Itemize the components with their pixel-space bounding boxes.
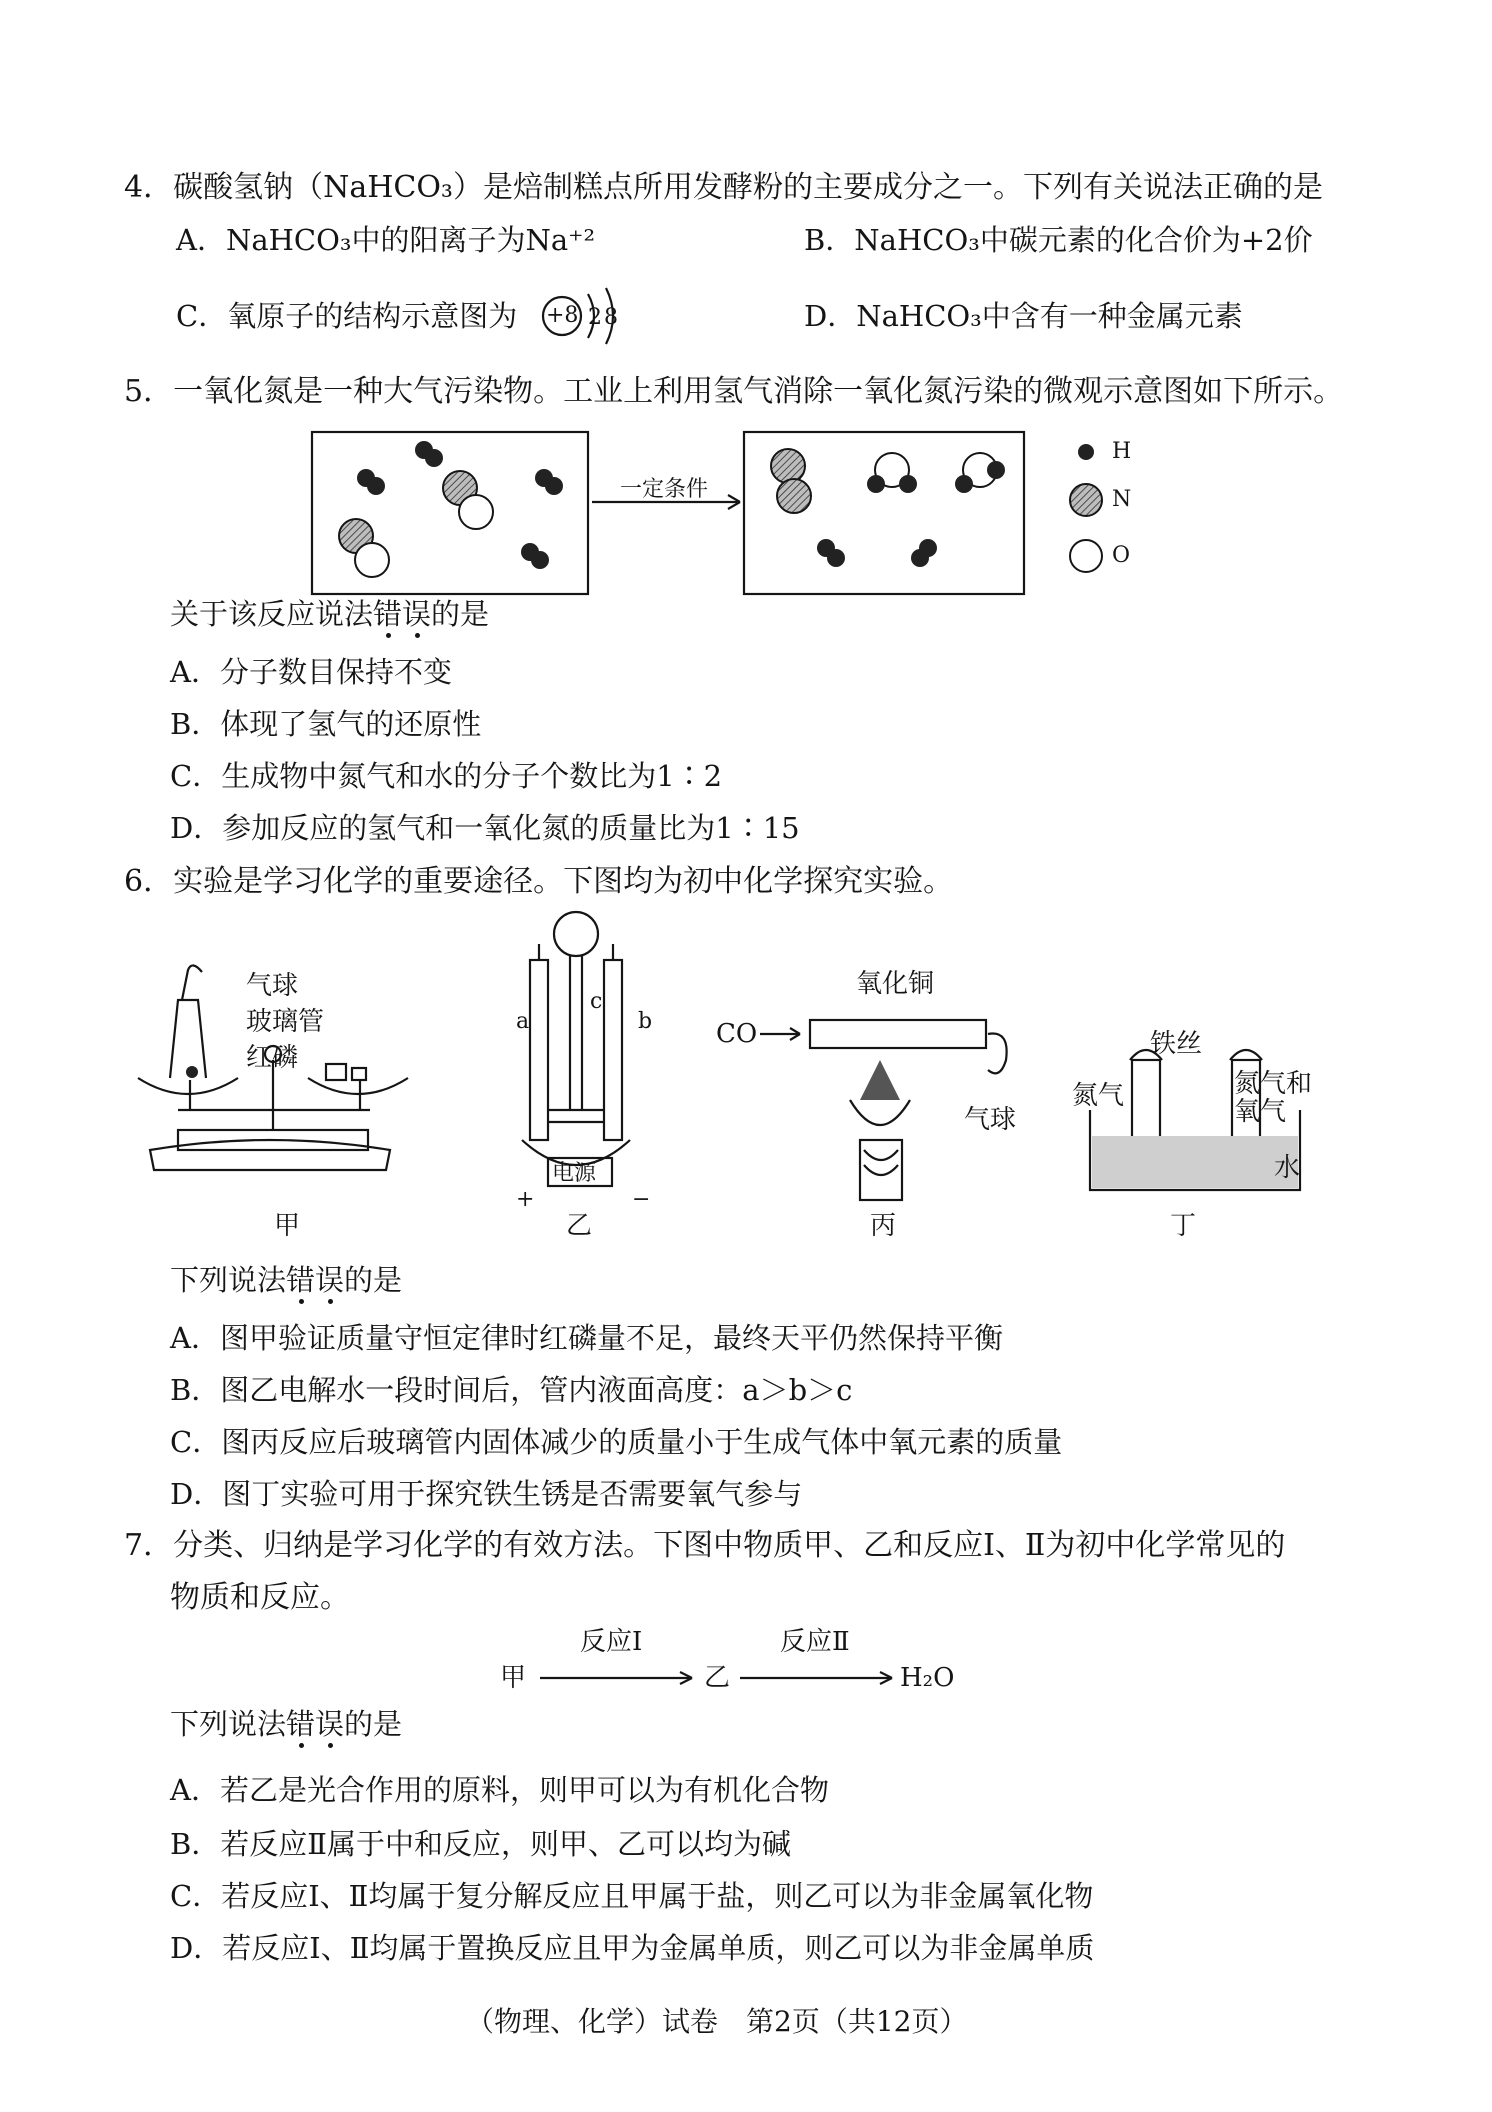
caption-yi: 乙 [566, 1211, 593, 1241]
legend-h-swatch [1078, 444, 1094, 460]
q7-option-a: A．若乙是光合作用的原料，则甲可以为有机化合物 [170, 1773, 829, 1807]
q7-question: 下列说法错误的是 [170, 1707, 403, 1741]
h2-molecule [535, 469, 563, 495]
legend-o-swatch [1070, 540, 1102, 572]
page-footer: （物理、化学）试卷 第2页（共12页） [466, 2005, 968, 2038]
reaction-chain [500, 1628, 980, 1698]
q6-option-c: C．图丙反应后玻璃管内固体减少的质量小于生成气体中氧元素的质量 [170, 1425, 1063, 1459]
legend-n-swatch [1070, 484, 1102, 516]
chain-yi: 乙 [704, 1663, 731, 1693]
oxygen-atom-structure-diagram [540, 282, 630, 348]
q5-option-d: D．参加反应的氢气和一氧化氮的质量比为1∶15 [170, 811, 800, 845]
nucleus-charge: +8 [546, 303, 579, 328]
chain-h2o: H₂O [900, 1663, 955, 1693]
q5-question: 关于该反应说法错误的是 [170, 597, 490, 631]
bing-label-co: CO [716, 1019, 758, 1049]
yi-label-b: b [638, 1009, 653, 1034]
ding-label-nitrogen: 氮气 [1072, 1081, 1125, 1111]
yi-label-positive: + [516, 1187, 535, 1212]
q5-stem: 5．一氧化氮是一种大气污染物。工业上利用氢气消除一氧化氮污染的微观示意图如下所示。 [124, 374, 1344, 409]
ding-label-nitrogen-and: 氮气和 [1234, 1069, 1313, 1099]
shell-1-electrons: 2 [588, 305, 602, 330]
caption-bing: 丙 [870, 1211, 897, 1241]
q4-option-c: C．氧原子的结构示意图为 [176, 299, 518, 333]
q7-option-b: B．若反应Ⅱ属于中和反应，则甲、乙可以均为碱 [170, 1827, 792, 1861]
jia-label-red-phosphorus: 红磷 [246, 1043, 299, 1073]
h2-molecule [911, 539, 937, 567]
h2-molecule [415, 441, 443, 467]
caption-jia: 甲 [274, 1211, 301, 1241]
yi-label-c: c [590, 989, 603, 1014]
n2-molecule [771, 449, 811, 513]
legend-h-label: H [1112, 439, 1132, 464]
legend-o-label: O [1112, 543, 1131, 568]
q5-option-a: A．分子数目保持不变 [170, 655, 452, 689]
q6-stem: 6．实验是学习化学的重要途径。下图均为初中化学探究实验。 [124, 864, 954, 899]
jia-label-glass-tube: 玻璃管 [246, 1007, 325, 1037]
figure-yi-electrolysis [500, 900, 680, 1200]
q4-option-d: D．NaHCO₃中含有一种金属元素 [804, 299, 1243, 333]
h2-molecule [817, 539, 845, 567]
caption-ding: 丁 [1170, 1211, 1197, 1241]
no-molecule [339, 519, 389, 577]
reaction-micro-diagram [300, 424, 1460, 604]
q5-option-c: C．生成物中氮气和水的分子个数比为1∶2 [170, 759, 723, 793]
q4-stem: 4．碳酸氢钠（NaHCO₃）是焙制糕点所用发酵粉的主要成分之一。下列有关说法正确的是 [124, 170, 1323, 205]
jia-label-balloon: 气球 [246, 971, 299, 1001]
q5-option-b: B．体现了氢气的还原性 [170, 707, 482, 741]
chain-reaction-1: 反应Ⅰ [580, 1627, 643, 1657]
ding-label-water: 水 [1274, 1153, 1301, 1183]
q6-question: 下列说法错误的是 [170, 1263, 403, 1297]
h2o-molecule [955, 453, 1005, 493]
h2-molecule [521, 543, 549, 569]
q7-option-d: D．若反应Ⅰ、Ⅱ均属于置换反应且甲为金属单质，则乙可以为非金属单质 [170, 1931, 1095, 1965]
chain-jia: 甲 [500, 1663, 527, 1693]
bing-label-copper-oxide: 氧化铜 [856, 969, 935, 999]
bing-label-balloon: 气球 [964, 1105, 1017, 1135]
q7-option-c: C．若反应Ⅰ、Ⅱ均属于复分解反应且甲属于盐，则乙可以为非金属氧化物 [170, 1879, 1094, 1913]
q7-stem-line2: 物质和反应。 [170, 1580, 350, 1615]
no-molecule [443, 471, 493, 529]
q6-option-a: A．图甲验证质量守恒定律时红磷量不足，最终天平仍然保持平衡 [170, 1321, 1003, 1355]
legend-n-label: N [1112, 487, 1132, 512]
chain-reaction-2: 反应Ⅱ [780, 1627, 850, 1657]
ding-label-iron-wire: 铁丝 [1150, 1029, 1203, 1059]
q6-option-d: D．图丁实验可用于探究铁生锈是否需要氧气参与 [170, 1477, 803, 1511]
yi-label-a: a [516, 1009, 530, 1034]
h2o-molecule [867, 453, 917, 493]
q4-option-a: A．NaHCO₃中的阳离子为Na⁺² [176, 223, 596, 257]
chain-arrows [500, 1628, 980, 1698]
reaction-condition-label: 一定条件 [620, 477, 709, 502]
yi-label-power-supply: 电源 [552, 1161, 597, 1186]
h2-molecule [357, 469, 385, 495]
ding-label-oxygen: 氧气 [1234, 1097, 1287, 1127]
q6-option-b: B．图乙电解水一段时间后，管内液面高度：a＞b＞c [170, 1373, 853, 1407]
q4-option-b: B．NaHCO₃中碳元素的化合价为+2价 [804, 223, 1313, 257]
yi-label-negative: − [632, 1187, 651, 1212]
q7-stem-line1: 7．分类、归纳是学习化学的有效方法。下图中物质甲、乙和反应Ⅰ、Ⅱ为初中化学常见的 [124, 1528, 1286, 1563]
shell-2-electrons: 8 [604, 305, 618, 330]
